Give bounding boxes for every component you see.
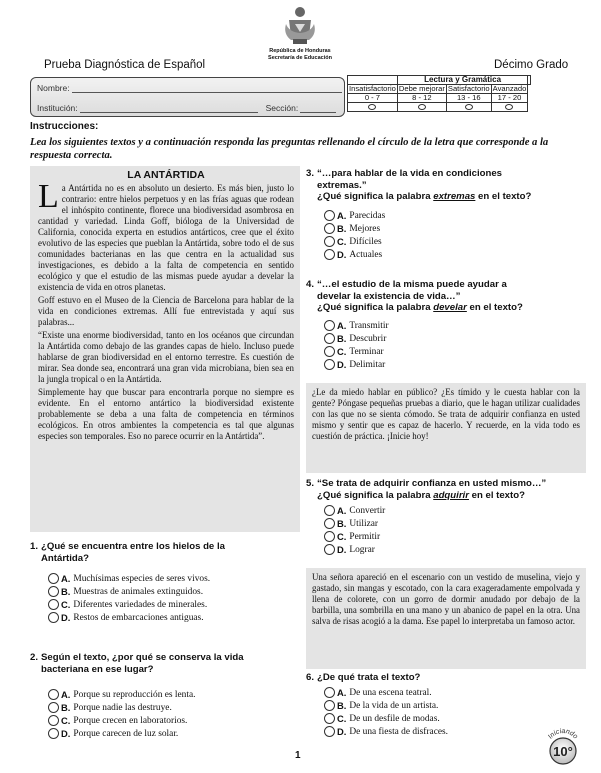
question-text: ¿De qué trata el texto?: [317, 672, 421, 683]
question-3-options: [324, 209, 385, 261]
ministry-line: Secretaría de Educación: [268, 54, 332, 61]
answer-bubble[interactable]: [324, 359, 335, 370]
score-table-title: Lectura y Gramática: [397, 76, 527, 85]
question-text: develar la existencia de vida…”: [317, 290, 461, 302]
answer-bubble[interactable]: [324, 700, 335, 711]
question-number: 4.: [306, 279, 315, 290]
level-label: Avanzado: [492, 84, 527, 93]
answer-bubble[interactable]: [324, 249, 335, 260]
answer-option[interactable]: D. Actuales: [324, 248, 385, 261]
republic-line: República de Honduras: [269, 48, 331, 54]
answer-option[interactable]: C. Diferentes variedades de minerales.: [48, 598, 210, 611]
answer-bubble[interactable]: [324, 713, 335, 724]
answer-option[interactable]: A. Convertir: [324, 504, 385, 517]
answer-option[interactable]: C. Difíciles: [324, 235, 385, 248]
answer-bubble[interactable]: [48, 689, 59, 700]
question-text: “Se trata de adquirir confianza en usted mismo…”: [317, 478, 547, 489]
question-text: Antártida?: [41, 552, 89, 564]
answer-option[interactable]: D. De una fiesta de disfraces.: [324, 725, 448, 738]
text-passage-3: Una señora apareció en el escenario con un vestido de muselina, viejo y gastado, sin mangas y escotado, con la cara exageradamente empolvada y llena de colorete, con un gorro de dormir anudado por debajo de la barbilla, una sombrilla en una mano y un abanico de papel en la otra. Una salva de risas acogió a la dama. Ese papel lo interpretaba un famoso actor.: [306, 568, 586, 669]
question-number: 2.: [30, 652, 39, 663]
answer-bubble[interactable]: [48, 586, 59, 597]
answer-option[interactable]: A. Porque su reproducción es lenta.: [48, 688, 195, 701]
instructions-heading: Instrucciones:: [30, 121, 99, 132]
student-info-box: [30, 77, 345, 117]
question-number: 6.: [306, 672, 315, 683]
question-text: bacteriana en ese lugar?: [41, 663, 154, 675]
section-label: Sección:: [265, 103, 299, 113]
answer-option[interactable]: C. Porque crecen en laboratorios.: [48, 714, 195, 727]
question-6-options: [324, 686, 448, 738]
question-4-options: [324, 319, 389, 371]
range-label: 13 - 16: [446, 94, 491, 103]
level-label: Debe mejorar: [398, 84, 445, 93]
answer-option[interactable]: B. Descubrir: [324, 332, 389, 345]
answer-bubble[interactable]: [324, 518, 335, 529]
answer-option[interactable]: A. Muchísimas especies de seres vivos.: [48, 572, 210, 585]
range-label: 8 - 12: [397, 94, 446, 103]
answer-option[interactable]: B. Porque nadie las destruye.: [48, 701, 195, 714]
answer-option[interactable]: C. De un desfile de modas.: [324, 712, 448, 725]
text-passage-2: ¿Le da miedo hablar en público? ¿Es tímido y le cuesta hablar con la gente? Póngase pequeñas pruebas a diario, que le hagan utilizar cualidades con las que no se sienta cómodo. Se trata de adquirir confianza en usted mismo y sentir que es capaz de hacerlo. Y recuerde, en la vida todo es cuestión de práctica. ¡Inicie hoy!: [306, 383, 586, 473]
badge-word: Iniciando: [546, 727, 579, 741]
answer-bubble[interactable]: [324, 726, 335, 737]
answer-option[interactable]: D. Restos de embarcaciones antiguas.: [48, 611, 210, 624]
answer-option[interactable]: A. De una escena teatral.: [324, 686, 448, 699]
institution-line[interactable]: [80, 104, 258, 113]
answer-bubble[interactable]: [324, 544, 335, 555]
answer-bubble[interactable]: [48, 599, 59, 610]
score-table: [347, 75, 531, 112]
answer-bubble[interactable]: [324, 505, 335, 516]
instructions-text: Lea los siguientes textos y a continuación responda las preguntas rellenando el círculo de la letra que corresponde a la respuesta correcta.: [30, 137, 549, 161]
range-label: 0 - 7: [348, 94, 398, 103]
answer-option[interactable]: C. Permitir: [324, 530, 385, 543]
question-5-options: [324, 504, 385, 556]
name-field[interactable]: [37, 83, 342, 93]
level-label: Insatisfactorio: [349, 84, 396, 93]
question-number: 1.: [30, 541, 39, 552]
reading-paragraph: a Antártida no es en absoluto un desierto. Es más bien, justo lo contrario: entre hielos perpetuos y en las frías aguas que rodean el inhóspito continente, florece una biodiversidad asombrosa en cantidad y variedad. Linda Goff, bióloga de la Universidad de California, conocida experta en estudios antárticos, cree que el éxito evolutivo de las especies que pueblan la Antártida, sobre todo el de sus comunidades bacterianas en las que centra en la actualidad sus investigaciones, es debido a la falta de competencia en sentido ecológico y que el estudio de las mismas puede ayudar a develar la existencia de vida en otros planetas.: [38, 183, 294, 292]
question-2: [30, 652, 300, 675]
question-text: ¿Qué se encuentra entre los hielos de la: [41, 541, 225, 552]
answer-option[interactable]: B. Mejores: [324, 222, 385, 235]
question-text: “…el estudio de la misma puede ayudar a: [317, 279, 507, 290]
answer-option[interactable]: D. Delimitar: [324, 358, 389, 371]
question-1-options: [48, 572, 210, 624]
answer-bubble[interactable]: [324, 687, 335, 698]
answer-option[interactable]: C. Terminar: [324, 345, 389, 358]
answer-bubble[interactable]: [48, 612, 59, 623]
name-label: Nombre:: [37, 83, 70, 93]
answer-bubble[interactable]: [324, 236, 335, 247]
question-1: [30, 541, 300, 564]
question-text: extremas.”: [317, 179, 367, 191]
answer-option[interactable]: A. Transmitir: [324, 319, 389, 332]
answer-bubble[interactable]: [324, 210, 335, 221]
answer-bubble[interactable]: [324, 531, 335, 542]
drop-cap: L: [38, 178, 59, 215]
answer-bubble[interactable]: [48, 715, 59, 726]
question-4: 4. “…el estudio de la misma puede ayudar a develar la existencia de vida…” ¿Qué significa la palabra develar en el texto?: [306, 279, 586, 314]
answer-option[interactable]: B. De la vida de un artista.: [324, 699, 448, 712]
institution-label: Institución:: [37, 103, 78, 113]
institution-header: [240, 48, 360, 61]
question-text: “…para hablar de la vida en condiciones: [317, 168, 503, 179]
target-word: extremas: [433, 191, 476, 202]
question-2-options: [48, 688, 195, 740]
question-text: Según el texto, ¿por qué se conserva la vida: [41, 652, 244, 663]
score-bubble[interactable]: [465, 104, 473, 110]
reading-paragraph: “Existe una enorme biodiversidad, tanto en los océanos que circundan la Antártida como debajo de las grandes capas de hielo. Incluso puede hablarse de gran biodiversidad en el entorno terrestre. Es cuestión de mirar. Sea donde sea, encontrará una gran vida microbiana, bien sea en la jungla tropical o en la Antártida.: [38, 330, 294, 384]
grade-label: Décimo Grado: [494, 59, 569, 71]
answer-bubble[interactable]: [48, 702, 59, 713]
test-title: Prueba Diagnóstica de Español: [44, 59, 206, 71]
answer-option[interactable]: B. Muestras de animales extinguidos.: [48, 585, 210, 598]
question-5: 5. “Se trata de adquirir confianza en usted mismo…” ¿Qué significa la palabra adquirir en el texto?: [306, 478, 547, 501]
answer-option[interactable]: A. Parecidas: [324, 209, 385, 222]
range-label: 17 - 20: [491, 94, 528, 103]
question-number: 3.: [306, 168, 315, 179]
grade-badge: [540, 726, 586, 766]
score-bubble[interactable]: [418, 104, 426, 110]
answer-bubble[interactable]: [48, 573, 59, 584]
page-number: 1: [295, 750, 301, 761]
reading-passage: [30, 166, 300, 532]
section-line[interactable]: [300, 104, 336, 113]
name-line[interactable]: [72, 84, 342, 93]
reading-paragraph: Simplemente hay que buscar para encontrarla porque no siempre es evidente. En el entorno antártico la biodiversidad existente probablemente se deba a una falta de competencia en términos ecológicos. En otros ambientes la competencia es tal que algunas especies son temporales. Eso no parece ocurrir en la Antártida”.: [38, 387, 294, 441]
question-3: 3. “…para hablar de la vida en condiciones extremas.” ¿Qué significa la palabra extremas en el texto?: [306, 168, 586, 203]
answer-bubble[interactable]: [48, 728, 59, 739]
answer-option[interactable]: D. Lograr: [324, 543, 385, 556]
answer-option[interactable]: D. Porque carecen de luz solar.: [48, 727, 195, 740]
institution-field[interactable]: [37, 103, 336, 113]
reading-paragraph: Goff estuvo en el Museo de la Ciencia de Barcelona para hablar de la vida en condiciones extremas. Allí fue entrevistada y aquí sus palabras...: [38, 295, 294, 327]
question-number: 5.: [306, 478, 315, 489]
level-label: Satisfactorio: [447, 84, 490, 93]
target-word: adquirir: [433, 489, 469, 501]
badge-grade: 10°: [553, 744, 573, 759]
answer-bubble[interactable]: [324, 346, 335, 357]
answer-bubble[interactable]: [324, 223, 335, 234]
score-bubble[interactable]: [505, 104, 513, 110]
question-6: [306, 672, 586, 684]
answer-bubble[interactable]: [324, 320, 335, 331]
answer-option[interactable]: B. Utilizar: [324, 517, 385, 530]
target-word: develar: [433, 302, 467, 313]
coat-of-arms-icon: [283, 6, 317, 46]
score-bubble[interactable]: [368, 104, 376, 110]
reading-title: LA ANTÁRTIDA: [127, 169, 205, 181]
answer-bubble[interactable]: [324, 333, 335, 344]
